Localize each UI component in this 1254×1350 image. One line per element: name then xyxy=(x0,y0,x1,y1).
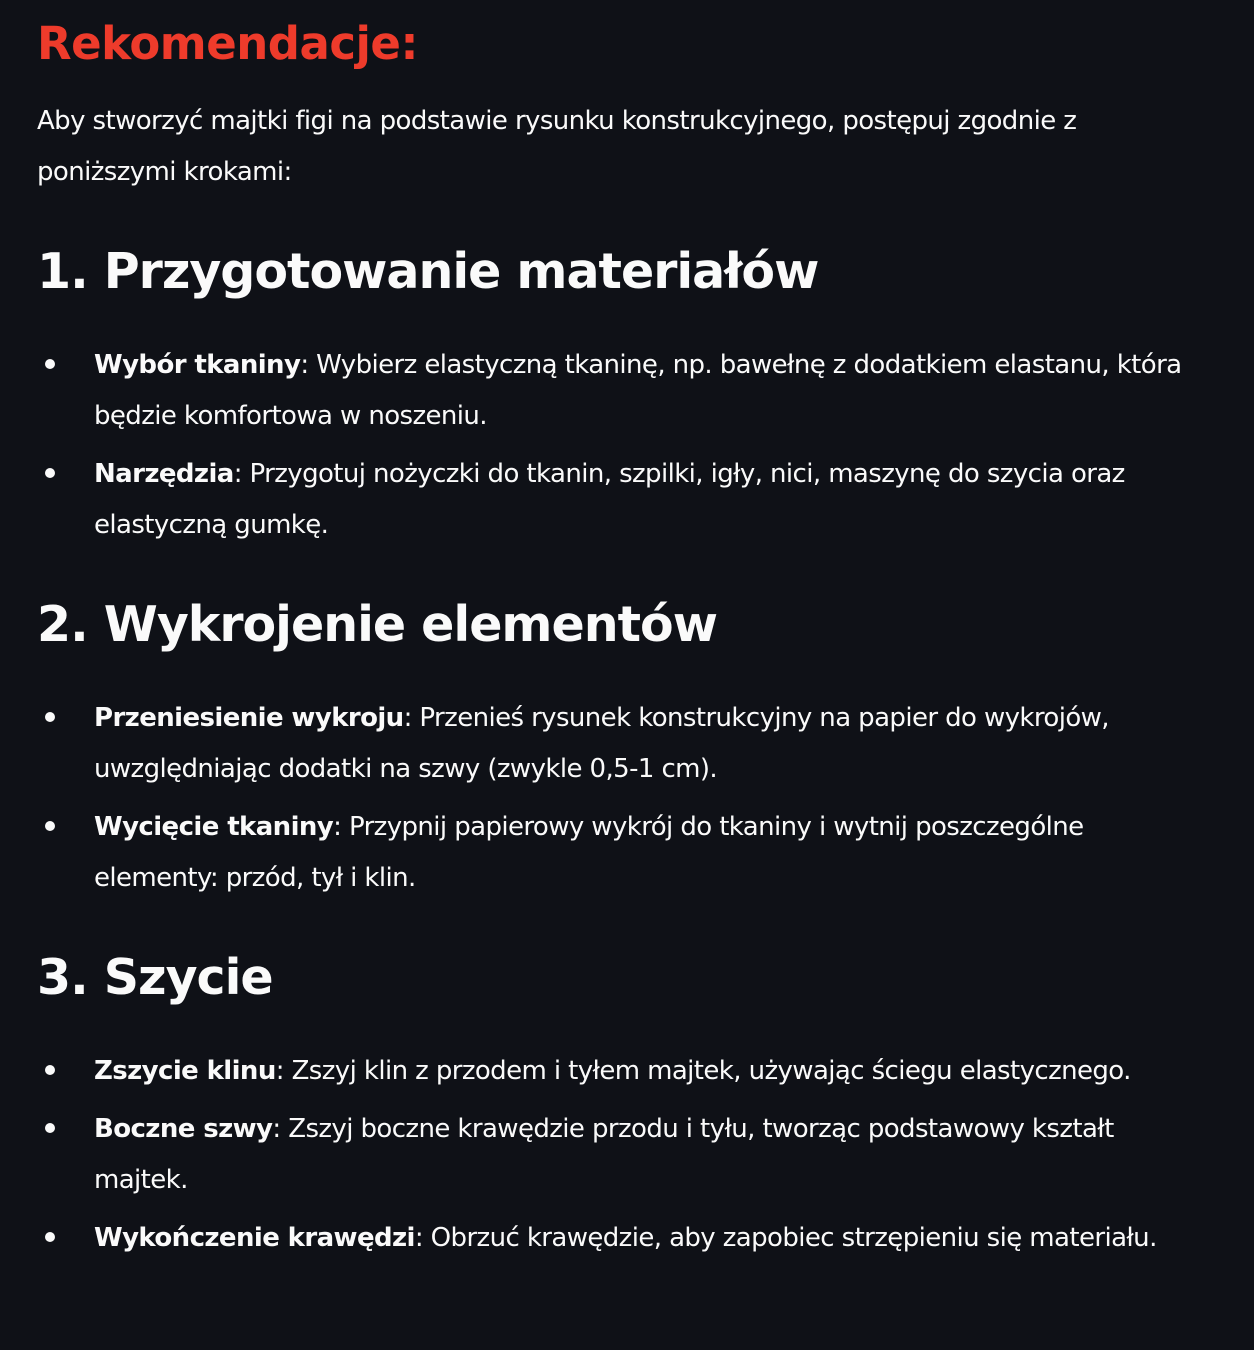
list-item xyxy=(37,802,1232,904)
section-heading: 2. Wykrojenie elementów xyxy=(37,596,717,653)
section-materials xyxy=(37,242,1232,551)
bullet-dot-icon xyxy=(45,1065,55,1075)
item-line: będzie komfortowa w noszeniu. xyxy=(94,401,487,431)
list-item xyxy=(37,340,1232,442)
bullet-list xyxy=(37,693,1232,904)
item-term: Wykończenie krawędzi xyxy=(94,1223,415,1253)
bullet-dot-icon xyxy=(45,468,55,478)
page-title: Rekomendacje: xyxy=(37,17,418,70)
item-line xyxy=(94,1104,1232,1155)
intro-line: poniższymi krokami: xyxy=(37,157,292,187)
item-line xyxy=(94,1046,1232,1097)
intro-line: Aby stworzyć majtki figi na podstawie rysunku konstrukcyjnego, postępuj zgodnie z xyxy=(37,106,1077,136)
item-text: : Przygotuj nożyczki do tkanin, szpilki, igły, nici, maszynę do szycia oraz xyxy=(233,459,1125,489)
bullet-dot-icon xyxy=(45,1232,55,1242)
section-heading: 3. Szycie xyxy=(37,949,273,1006)
item-line xyxy=(94,340,1232,391)
item-line: elastyczną gumkę. xyxy=(94,510,329,540)
section-heading: 1. Przygotowanie materiałów xyxy=(37,243,819,300)
item-line: elementy: przód, tył i klin. xyxy=(94,863,416,893)
list-item xyxy=(37,449,1232,551)
section-cutting xyxy=(37,595,1232,904)
item-line xyxy=(94,449,1232,500)
item-text: : Obrzuć krawędzie, aby zapobiec strzępieniu się materiału. xyxy=(414,1223,1157,1253)
item-term: Boczne szwy xyxy=(94,1114,273,1144)
item-line xyxy=(94,1213,1232,1264)
intro-paragraph xyxy=(37,96,1232,198)
bullet-dot-icon xyxy=(45,359,55,369)
item-term: Narzędzia xyxy=(94,459,234,489)
item-term: Wycięcie tkaniny xyxy=(94,812,334,842)
list-item xyxy=(37,693,1232,795)
item-line xyxy=(94,802,1232,853)
item-text: : Wybierz elastyczną tkaninę, np. bawełnę z dodatkiem elastanu, która xyxy=(300,350,1182,380)
list-item xyxy=(37,1046,1232,1097)
item-text: : Zszyj boczne krawędzie przodu i tyłu, tworząc podstawowy kształt xyxy=(272,1114,1114,1144)
bullet-list xyxy=(37,1046,1232,1264)
item-term: Przeniesienie wykroju xyxy=(94,703,404,733)
list-item xyxy=(37,1104,1232,1206)
list-item xyxy=(37,1213,1232,1264)
item-term: Zszycie klinu xyxy=(94,1056,276,1086)
item-text: : Zszyj klin z przodem i tyłem majtek, używając ściegu elastycznego. xyxy=(275,1056,1131,1086)
item-line: majtek. xyxy=(94,1165,188,1195)
item-text: : Przenieś rysunek konstrukcyjny na papier do wykrojów, xyxy=(403,703,1109,733)
bullet-dot-icon xyxy=(45,1123,55,1133)
item-line: uwzględniając dodatki na szwy (zwykle 0,5-1 cm). xyxy=(94,754,718,784)
item-text: : Przypnij papierowy wykrój do tkaniny i wytnij poszczególne xyxy=(333,812,1084,842)
item-line xyxy=(94,693,1232,744)
item-term: Wybór tkaniny xyxy=(94,350,301,380)
bullet-dot-icon xyxy=(45,821,55,831)
bullet-list xyxy=(37,340,1232,551)
bullet-dot-icon xyxy=(45,712,55,722)
section-sewing xyxy=(37,948,1232,1264)
